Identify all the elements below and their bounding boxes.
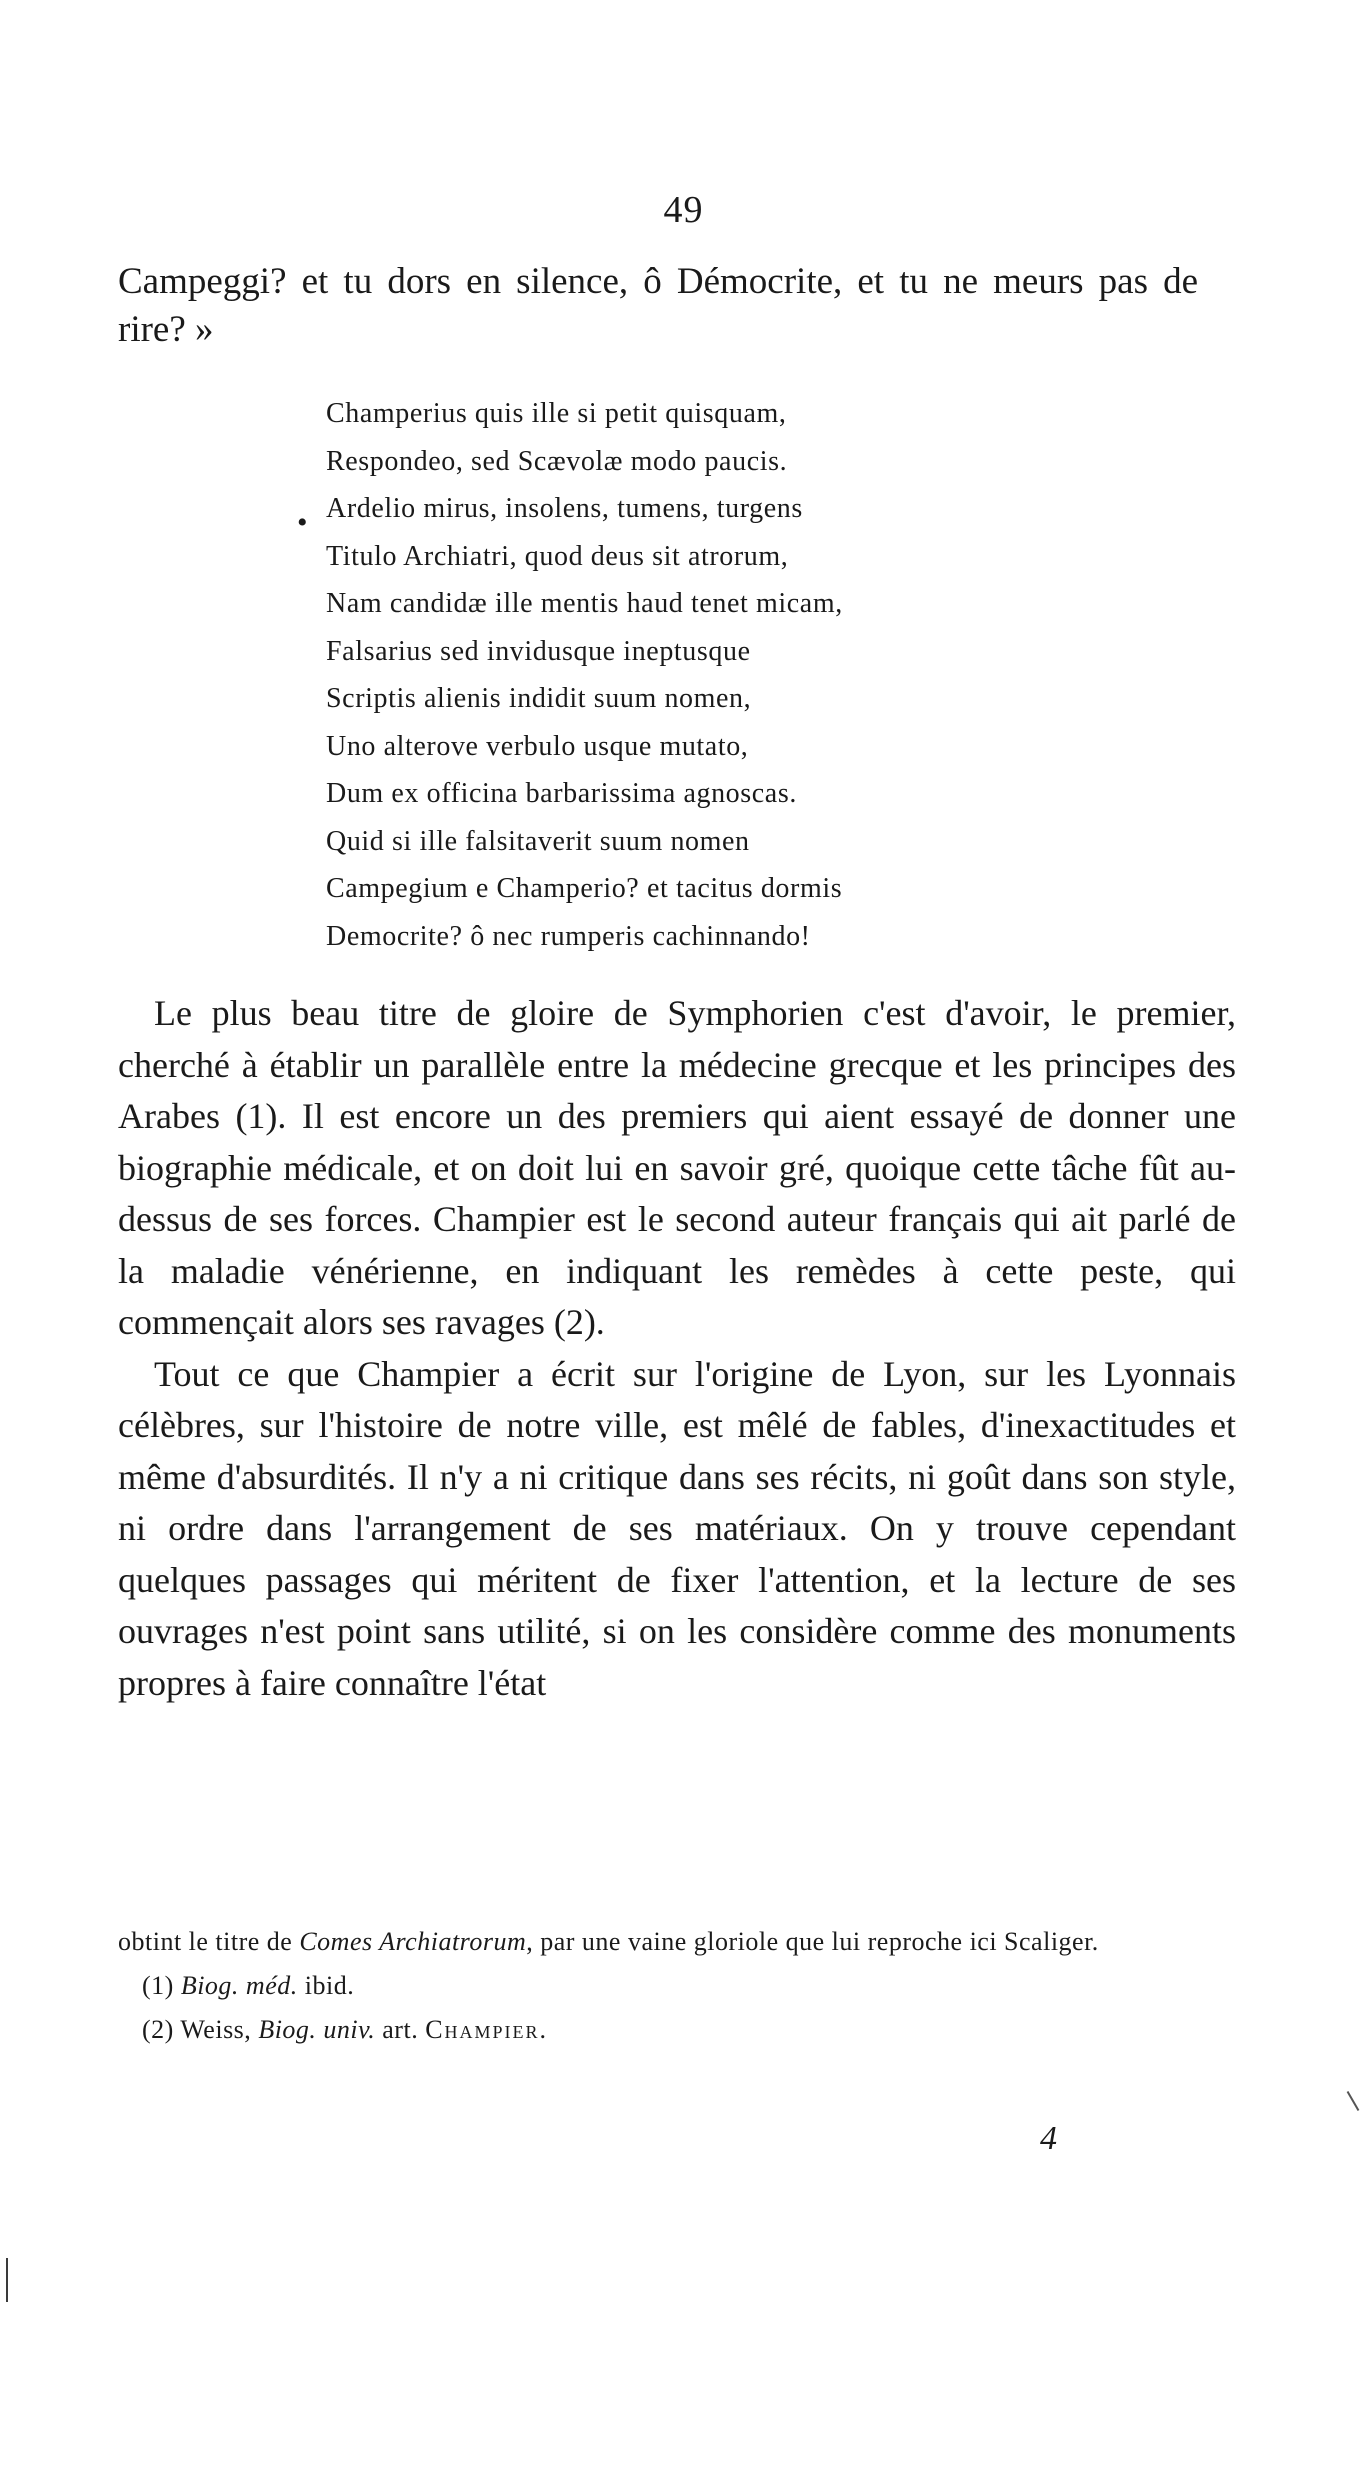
footnote-continuation-prefix: obtint le titre de [118,1927,300,1956]
footnotes [118,1920,1198,2052]
lead-quote: Campeggi? et tu dors en silence, ô Démocrite, et tu ne meurs pas de rire? » [118,261,1198,350]
verse-line: Respondeo, sed Scævolæ modo paucis. [326,445,788,477]
margin-tick-mark-right [1347,2091,1360,2111]
page-number: 49 [663,189,704,231]
verse-line: Democrite? ô nec rumperis cachinnando! [326,920,811,952]
verse-marker: • [297,506,308,539]
margin-tick-mark [6,2258,8,2302]
paragraph-champier-lyon: Tout ce que Champier a écrit sur l'origine de Lyon, sur les Lyonnais célèbres, sur l'histoire de notre ville, est mêlé de fables, d'inexactitudes et même d'absurdités. Il n'y a ni critique dans ses récits, ni goût dans son style, ni ordre dans l'arrangement de ses matériaux. On y trouve cependant quelques passages qui méritent de fixer l'attention, et la lecture de ses ouvrages n'est point sans utilité, si on les considère comme des monuments propres à faire connaître l'état [118,1353,1236,1703]
verse-line: Dum ex officina barbarissima agnoscas. [326,778,797,809]
footnote-2-marker: (2) Weiss, [142,2015,259,2044]
footnote-2-source: Biog. univ. [258,2015,376,2044]
footnote-1-marker: (1) [142,1971,181,2000]
signature-mark: 4 [1040,2120,1057,2157]
verse-line: Campegium e Champerio? et tacitus dormis [326,873,843,904]
verse-line: Scriptis alienis indidit suum nomen, [326,683,752,714]
verse-line: Uno alterove verbulo usque mutato, [326,730,749,762]
footnote-2 [118,2008,1198,2052]
footnote-continuation-title: Comes Archiatrorum [299,1927,527,1956]
footnote-continuation-suffix: , par une vaine gloriole que lui reproche ici Scaliger. [526,1927,1099,1956]
verse-line: Quid si ille falsitaverit suum nomen [326,825,750,857]
footnote-2-mid: art. [375,2015,426,2044]
verse-line: Nam candidæ ille mentis haud tenet micam, [326,588,843,619]
footnote-1 [118,1964,1198,2008]
verse-line: Titulo Archiatri, quod deus sit atrorum, [326,540,789,572]
paragraph-champier-merits: Le plus beau titre de gloire de Symphorien c'est d'avoir, le premier, cherché à établir un parallèle entre la médecine grecque et les principes des Arabes (1). Il est encore un des premiers qui aient essayé de donner une biographie médicale, et on doit lui en savoir gré, quoique cette tâche fût au-dessus de ses forces. Champier est le second auteur français qui ait parlé de la maladie vénérienne, en indiquant les remèdes à cette peste, qui commençait alors ses ravages (2). [118,993,1236,1342]
verse-line: Falsarius sed invidusque ineptusque [326,635,751,667]
footnote-continuation [118,1920,1198,1964]
footnote-2-article: Champier. [425,2015,549,2044]
body-text [118,988,1236,1709]
footnote-1-source: Biog. méd. [180,1971,298,2000]
verse-line: Champerius quis ille si petit quisquam, [326,398,787,429]
footnote-1-suffix: ibid. [297,1971,355,2000]
verse-line: Ardelio mirus, insolens, tumens, turgens [326,493,803,524]
latin-verse [326,390,1126,960]
